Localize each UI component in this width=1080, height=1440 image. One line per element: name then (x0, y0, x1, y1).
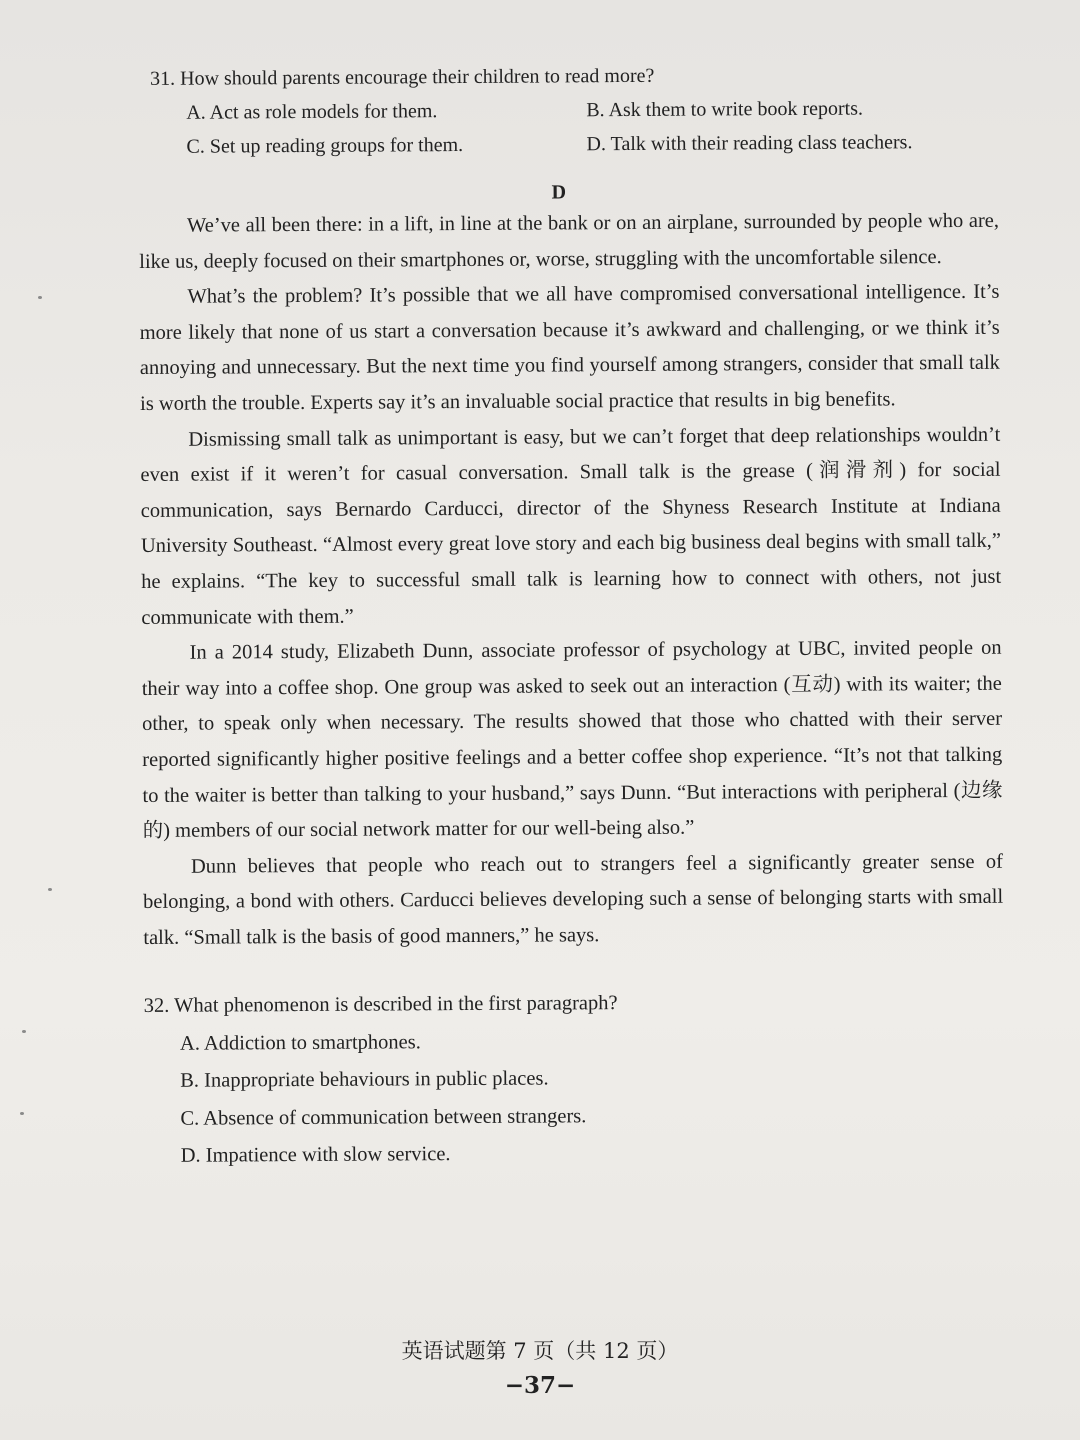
question-31-options (138, 91, 998, 164)
passage-paragraph-1: We’ve all been there: in a lift, in line at the bank or on an airplane, surrounded by people who are, like us, deeply focused on their smartphones or, worse, struggling with the uncomfortable silence. (139, 209, 1000, 273)
paper-speck (48, 888, 52, 891)
question-32-option-c: C. Absence of communication between strangers. (180, 1105, 587, 1130)
section-heading: D (551, 181, 567, 204)
passage-paragraph-2: What’s the problem? It’s possible that we all have compromised conversational intelligence. It’s more likely that none of us start a conversation because it’s awkward and challenging, or we think it’s annoying and unnecessary. But the next time you find yourself among strangers, consider that small talk is worth the trouble. Experts say it’s an invaluable social practice that results in big benefits. (139, 280, 1000, 415)
question-31-stem: 31. How should parents encourage their children to read more? (150, 64, 655, 90)
passage-paragraph-5: Dunn believes that people who reach out to strangers feel a significantly greater sense of belonging, a bond with others. Carducci believes developing such a sense of belonging starts with small talk. “Small talk is the basis of good manners,” he says. (143, 850, 1004, 949)
reading-passage (139, 204, 1004, 957)
question-32-option-d: D. Impatience with slow service. (180, 1143, 451, 1168)
question-31-option-c: C. Set up reading groups for them. (186, 134, 464, 158)
passage-paragraph-4: In a 2014 study, Elizabeth Dunn, associate professor of psychology at UBC, invited people on their way into a coffee shop. One group was asked to seek out an interaction (互动) with its waiter; the other, to speak only when necessary. The results showed that those who chatted with their server reported significantly higher positive feelings and a better coffee shop experience. “It’s not that talking to the waiter is better than talking to your husband,” says Dunn. “But interactions with peripheral (边缘的) members of our social network matter for our well-being also.” (141, 636, 1003, 843)
question-32-option-b: B. Inappropriate behaviours in public places. (180, 1067, 549, 1093)
paper-speck (22, 1030, 26, 1033)
exam-page (138, 57, 1005, 1176)
page-footer (0, 1334, 1080, 1404)
question-32 (144, 983, 1005, 1176)
question-31-option-a: A. Act as role models for them. (186, 100, 438, 124)
footer-page-info: 英语试题第 7 页（共 12 页） (401, 1339, 679, 1363)
paper-speck (38, 296, 42, 299)
question-31-option-d: D. Talk with their reading class teachers. (586, 131, 913, 156)
paper-speck (20, 1112, 24, 1115)
question-31 (138, 57, 999, 164)
passage-paragraph-3: Dismissing small talk as unimportant is easy, but we can’t forget that deep relationships wouldn’t even exist if it weren’t for casual conversation. Small talk is the grease (润滑剂) for social communication, says Bernardo Carducci, director of the Shyness Research Institute at Indiana University Southeast. “Almost every great love story and each big business deal begins with small talk,” he explains. “The key to successful small talk is learning how to connect with others, not just communicate with them.” (140, 423, 1002, 629)
question-31-option-b: B. Ask them to write book reports. (586, 97, 864, 122)
question-32-stem: 32. What phenomenon is described in the first paragraph? (143, 992, 618, 1018)
question-32-option-a: A. Addiction to smartphones. (179, 1031, 421, 1055)
page-number: −37− (504, 1372, 576, 1399)
